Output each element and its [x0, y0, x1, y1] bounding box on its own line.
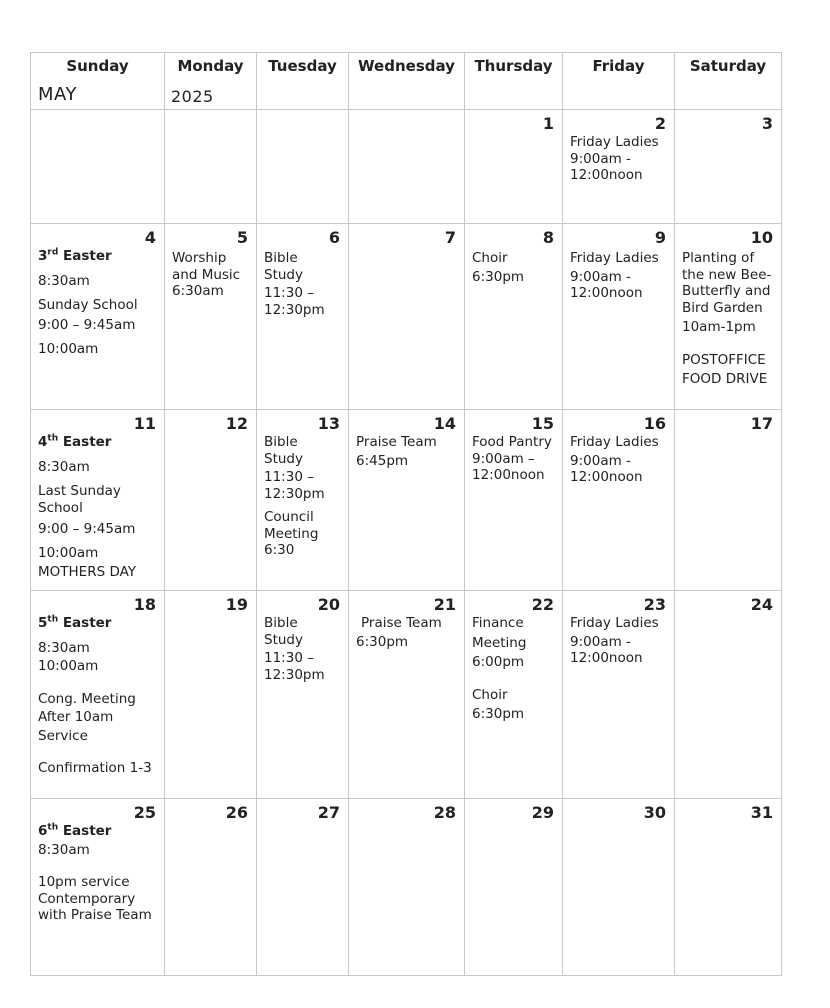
event-line: 12:30pm	[264, 301, 325, 318]
event-line: Confirmation 1-3	[38, 760, 152, 776]
easter-label: 4th Easter	[38, 433, 112, 450]
day-number: 26	[225, 803, 248, 822]
event-line: 6:30am	[172, 283, 224, 299]
day-name-friday: Friday	[592, 57, 645, 75]
event-line: Meeting	[264, 525, 319, 542]
day-cell-28	[349, 799, 465, 976]
event-line: the new Bee-	[682, 266, 772, 283]
day-cell-10	[675, 224, 782, 410]
event-praise-team	[349, 615, 464, 650]
day-cell-8	[465, 224, 563, 410]
day-number: 16	[643, 414, 666, 433]
event-line: Study	[264, 266, 303, 283]
day-number: 21	[433, 595, 456, 614]
day-number: 12	[225, 414, 248, 433]
event-line: Last Sunday	[38, 483, 121, 499]
day-number: 14	[433, 414, 456, 433]
event-line: MOTHERS DAY	[38, 564, 137, 580]
header-sunday	[31, 53, 165, 110]
day-cell-11	[31, 410, 165, 591]
month-label: MAY	[38, 84, 77, 105]
event-line: 10am-1pm	[682, 319, 756, 335]
event-bible-study	[257, 615, 348, 683]
event-line: Meeting	[472, 634, 527, 651]
event-line: 10:00am	[38, 658, 99, 674]
event-line: 10pm service	[38, 874, 130, 890]
day-number: 25	[133, 803, 156, 822]
event-line: POSTOFFICE	[682, 351, 766, 368]
day-number: 5	[236, 228, 248, 247]
day-cell-21	[349, 591, 465, 799]
event-line: 9:00 – 9:45am	[38, 521, 136, 537]
event-line: 6:45pm	[356, 452, 409, 469]
day-number: 23	[643, 595, 666, 614]
day-cell-20	[257, 591, 349, 799]
week-row-1	[31, 110, 782, 224]
event-line: 8:30am	[38, 272, 90, 289]
day-cell-19	[165, 591, 257, 799]
day-number: 28	[433, 803, 456, 822]
day-name-tuesday: Tuesday	[268, 57, 337, 75]
header-wednesday	[349, 53, 465, 110]
event-line: Friday Ladies	[570, 615, 659, 631]
event-friday-ladies	[563, 615, 674, 667]
header-monday	[165, 53, 257, 110]
event-sunday-services	[31, 434, 164, 581]
event-sunday-services	[31, 615, 164, 777]
day-cell-6	[257, 224, 349, 410]
day-number: 2	[654, 114, 666, 133]
event-line: Study	[264, 631, 303, 648]
event-worship-music	[165, 248, 256, 300]
event-line: Friday Ladies	[570, 434, 659, 450]
day-cell-16	[563, 410, 675, 591]
event-line: 10:00am	[38, 544, 99, 561]
year-label: 2025	[171, 87, 214, 106]
event-line: 6:30	[264, 542, 295, 558]
day-number: 20	[317, 595, 340, 614]
event-line: 8:30am	[38, 458, 90, 475]
day-cell-9	[563, 224, 675, 410]
calendar-table	[30, 52, 782, 976]
day-name-sunday: Sunday	[66, 57, 129, 75]
event-garden-planting	[675, 248, 781, 388]
day-number: 24	[750, 595, 773, 614]
event-line: School	[38, 499, 83, 516]
event-line: Choir	[472, 250, 508, 266]
day-cell-4	[31, 224, 165, 410]
event-bible-study	[257, 248, 348, 318]
day-cell-5	[165, 224, 257, 410]
easter-label: 5th Easter	[38, 614, 112, 631]
week-row-2	[31, 224, 782, 410]
day-cell-empty	[349, 110, 465, 224]
event-line: Friday Ladies	[570, 134, 659, 150]
event-line: After 10am	[38, 709, 114, 725]
event-line: Bible	[264, 250, 298, 266]
event-line: Friday Ladies	[570, 250, 659, 266]
day-number: 18	[133, 595, 156, 614]
day-cell-empty	[257, 110, 349, 224]
event-line: Food Pantry	[472, 434, 552, 450]
day-name-saturday: Saturday	[689, 57, 767, 75]
day-cell-27	[257, 799, 349, 976]
event-line: 9:00am -	[570, 150, 631, 167]
event-line: Worship	[172, 250, 227, 266]
easter-label: 3rd Easter	[38, 247, 112, 264]
event-line: Service	[38, 727, 88, 744]
event-line: Choir	[472, 686, 508, 703]
event-line: with Praise Team	[38, 907, 152, 923]
easter-label: 6th Easter	[38, 822, 112, 839]
day-cell-empty	[165, 110, 257, 224]
event-finance-choir	[465, 615, 562, 723]
event-line: 12:00noon	[570, 469, 643, 485]
day-number: 30	[643, 803, 666, 822]
event-line: Bible	[264, 615, 298, 631]
event-line: Study	[264, 450, 303, 467]
day-number: 4	[144, 228, 156, 247]
event-line: FOOD DRIVE	[682, 371, 768, 387]
event-line: Sunday School	[38, 297, 138, 313]
day-cell-1	[465, 110, 563, 224]
week-row-4	[31, 591, 782, 799]
event-line: Praise Team	[356, 434, 437, 450]
day-cell-31	[675, 799, 782, 976]
event-line: 12:30pm	[264, 666, 325, 683]
event-line: 6:30pm	[472, 706, 525, 722]
event-line: Cong. Meeting	[38, 690, 136, 707]
day-number: 31	[750, 803, 773, 822]
day-number: 27	[317, 803, 340, 822]
week-row-3	[31, 410, 782, 591]
day-number: 6	[328, 228, 340, 247]
event-line: Praise Team	[361, 615, 442, 631]
event-bible-study-council	[257, 434, 348, 559]
event-line: 11:30 –	[264, 469, 314, 485]
event-line: Council	[264, 509, 314, 525]
day-cell-30	[563, 799, 675, 976]
event-line: 6:30pm	[356, 633, 409, 650]
event-line: 12:00noon	[570, 285, 643, 301]
day-cell-25	[31, 799, 165, 976]
event-line: 12:00noon	[570, 167, 643, 183]
event-line: 11:30 –	[264, 285, 314, 301]
event-line: 6:30pm	[472, 268, 525, 285]
event-line: Bird Garden	[682, 299, 763, 316]
day-number: 7	[444, 228, 456, 247]
event-line: 12:00noon	[570, 650, 643, 666]
day-number: 15	[531, 414, 554, 433]
day-cell-13	[257, 410, 349, 591]
event-friday-ladies	[563, 134, 674, 184]
event-line: 8:30am	[38, 841, 90, 858]
event-line: 9:00am -	[570, 633, 631, 650]
day-cell-12	[165, 410, 257, 591]
event-line: 6:00pm	[472, 654, 525, 670]
day-cell-24	[675, 591, 782, 799]
event-praise-team	[349, 434, 464, 469]
day-name-monday: Monday	[177, 57, 244, 75]
header-saturday	[675, 53, 782, 110]
day-cell-14	[349, 410, 465, 591]
event-line: 9:00am -	[570, 452, 631, 469]
event-friday-ladies	[563, 434, 674, 486]
header-thursday	[465, 53, 563, 110]
event-line: 10:00am	[38, 341, 99, 357]
day-number: 10	[750, 228, 773, 247]
event-line: Contemporary	[38, 890, 136, 907]
event-line: 12:00noon	[472, 467, 545, 483]
day-number: 9	[654, 228, 666, 247]
event-food-pantry	[465, 434, 562, 484]
day-cell-29	[465, 799, 563, 976]
day-cell-15	[465, 410, 563, 591]
day-cell-22	[465, 591, 563, 799]
header-row	[31, 53, 782, 110]
event-line: Butterfly and	[682, 283, 771, 299]
event-sunday-services	[31, 248, 164, 358]
event-line: 9:00 – 9:45am	[38, 316, 136, 333]
event-line: 11:30 –	[264, 650, 314, 666]
day-cell-23	[563, 591, 675, 799]
event-line: 9:00am -	[570, 268, 631, 285]
event-line: Bible	[264, 434, 298, 450]
day-number: 11	[133, 414, 156, 433]
day-cell-empty	[31, 110, 165, 224]
day-cell-17	[675, 410, 782, 591]
day-number: 22	[531, 595, 554, 614]
event-line: 12:30pm	[264, 485, 325, 502]
day-number: 17	[750, 414, 773, 433]
header-friday	[563, 53, 675, 110]
day-cell-2	[563, 110, 675, 224]
header-tuesday	[257, 53, 349, 110]
day-cell-7	[349, 224, 465, 410]
event-line: Finance	[472, 615, 524, 631]
day-cell-3	[675, 110, 782, 224]
event-line: Planting of	[682, 250, 755, 266]
day-number: 19	[225, 595, 248, 614]
day-cell-18	[31, 591, 165, 799]
day-name-wednesday: Wednesday	[358, 57, 455, 75]
day-number: 13	[317, 414, 340, 433]
day-number: 29	[531, 803, 554, 822]
day-cell-26	[165, 799, 257, 976]
event-line: 9:00am –	[472, 450, 535, 467]
event-line: 8:30am	[38, 639, 90, 656]
day-number: 1	[542, 114, 554, 133]
day-name-thursday: Thursday	[474, 57, 553, 75]
event-line: and Music	[172, 266, 241, 283]
event-choir	[465, 248, 562, 285]
week-row-5	[31, 799, 782, 976]
event-friday-ladies	[563, 248, 674, 302]
day-number: 8	[542, 228, 554, 247]
event-sunday-services	[31, 823, 164, 924]
day-number: 3	[761, 114, 773, 133]
